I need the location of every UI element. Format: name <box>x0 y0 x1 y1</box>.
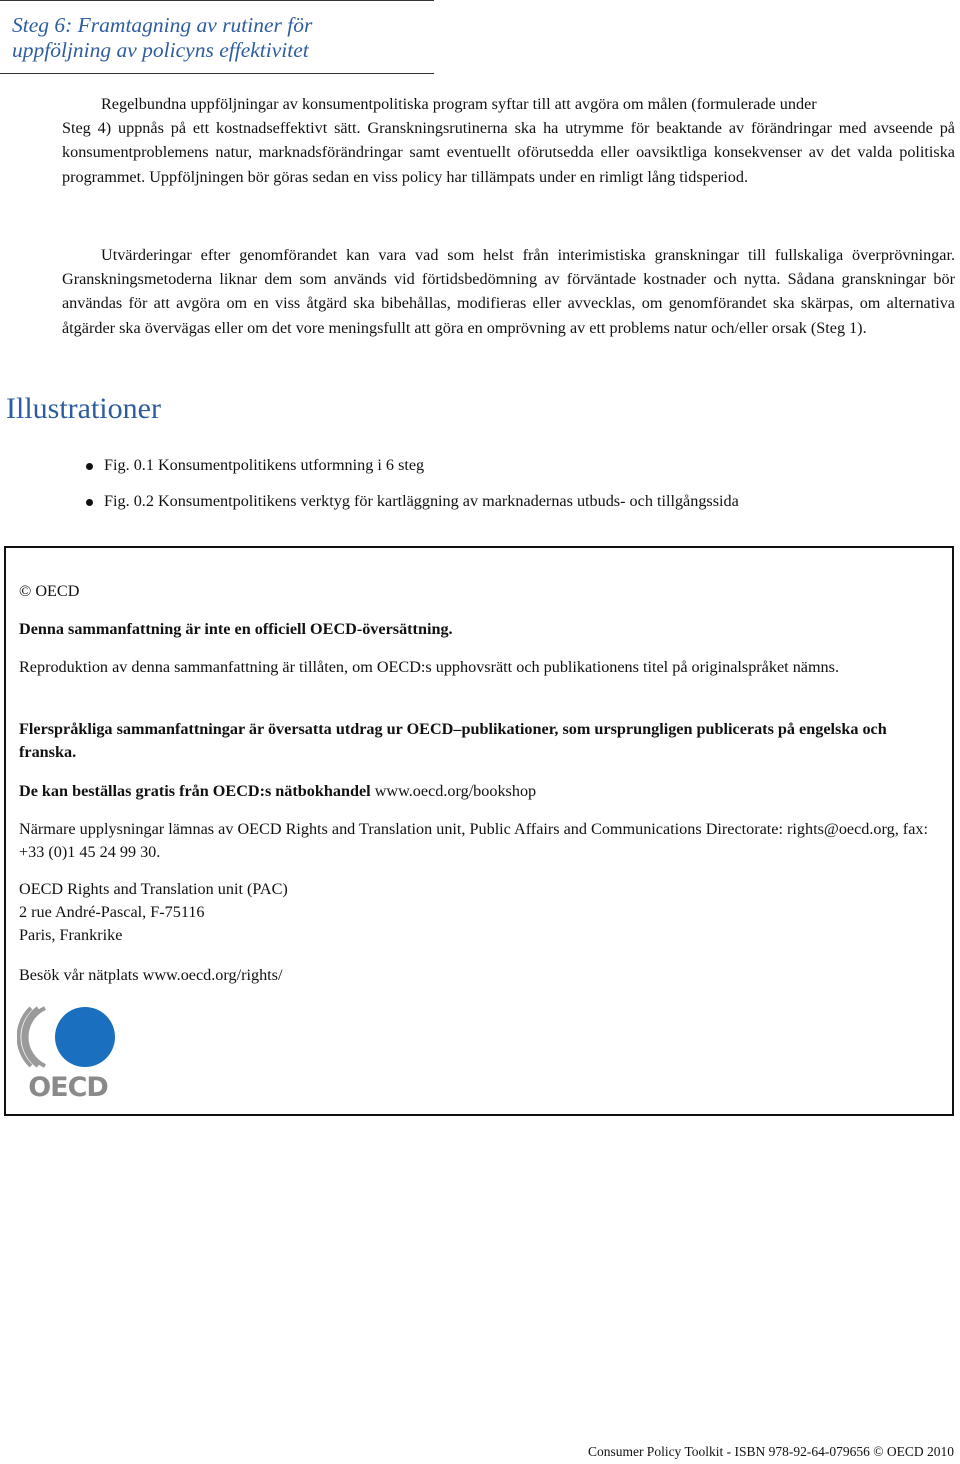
figure-item[interactable]: Fig. 0.1 Konsumentpolitikens utformning i 6 steg <box>80 453 739 477</box>
page-header <box>0 0 434 74</box>
paragraph-followup-rest: Steg 4) uppnås på ett kostnadseffektivt sätt. Granskningsrutinerna ska ha utrymme för beaktande av förändringar med avseende på konsumentproblemens natur, marknadsförändringar samt eventuellt oförutsedda eller oavsiktliga konsekvenser av det valda politiska programmet. Uppföljningen bör göras sedan en viss policy har tillämpats under en rimligt lång tidsperiod. <box>62 119 955 186</box>
copyright-notice: © OECD <box>19 582 80 600</box>
header-title <box>12 13 312 63</box>
paragraph-evaluation: Utvärderingar efter genomförandet kan vara vad som helst från interimistiska granskningar till fullskaliga överprövningar. Granskningsmetoderna liknar dem som används vid förtidsbedömning av förväntade kostnader och nytta. Sådana granskningar bör användas för att avgöra om en viss åtgärd ska bibehållas, modifieras eller avvecklas, om genomförandet ska skärpas, om alternativa åtgärder ska övervägas eller om det vore meningsfullt att göra en omprövning av ett problems natur och/eller orsak (Steg 1). <box>62 246 955 337</box>
reproduction-notice: Reproduktion av denna sammanfattning är tillåten, om OECD:s upphovsrätt och publikationens titel på originalspråket nämns. <box>19 658 839 676</box>
oecd-notice-box <box>4 546 954 1116</box>
rights-link[interactable]: www.oecd.org/rights/ <box>142 966 283 984</box>
paragraph-followup-line1: Regelbundna uppföljningar av konsumentpolitiska program syftar till att avgöra om målen (formulerade under <box>101 95 817 113</box>
not-official-notice: Denna sammanfattning är inte en officiell OECD-översättning. <box>19 620 453 638</box>
address-line2: 2 rue André-Pascal, F-75116 <box>19 903 205 921</box>
page-footer: Consumer Policy Toolkit - ISBN 978-92-64-079656 © OECD 2010 <box>587 1444 954 1459</box>
header-title-line1: Steg 6: Framtagning av rutiner för <box>12 13 313 37</box>
illustrations-heading: Illustrationer <box>6 392 161 425</box>
visit-label: Besök vår nätplats <box>19 966 139 984</box>
illustrations-list <box>80 453 739 513</box>
address-line1: OECD Rights and Translation unit (PAC) <box>19 880 288 898</box>
order-label: De kan beställas gratis från OECD:s nätbokhandel <box>19 782 371 800</box>
address-line3: Paris, Frankrike <box>19 926 123 944</box>
multilingual-notice: Flerspråkliga sammanfattningar är översatta utdrag ur OECD–publikationer, som ursprungligen publicerats på engelska och franska. <box>19 720 887 761</box>
oecd-logo-icon <box>17 1000 119 1102</box>
figure-item[interactable]: Fig. 0.2 Konsumentpolitikens verktyg för kartläggning av marknadernas utbuds- och tillgångssida <box>80 489 739 513</box>
postal-address <box>19 878 288 947</box>
visit-notice <box>19 964 282 987</box>
bookshop-link[interactable]: www.oecd.org/bookshop <box>374 782 537 800</box>
contact-notice: Närmare upplysningar lämnas av OECD Rights and Translation unit, Public Affairs and Communications Directorate: rights@oecd.org, fax: +33 (0)1 45 24 99 30. <box>19 820 928 861</box>
header-title-line2: uppföljning av policyns effektivitet <box>12 38 309 62</box>
svg-text:OECD: OECD <box>28 1072 108 1102</box>
paragraph-followup <box>62 92 955 189</box>
order-notice <box>19 780 536 803</box>
